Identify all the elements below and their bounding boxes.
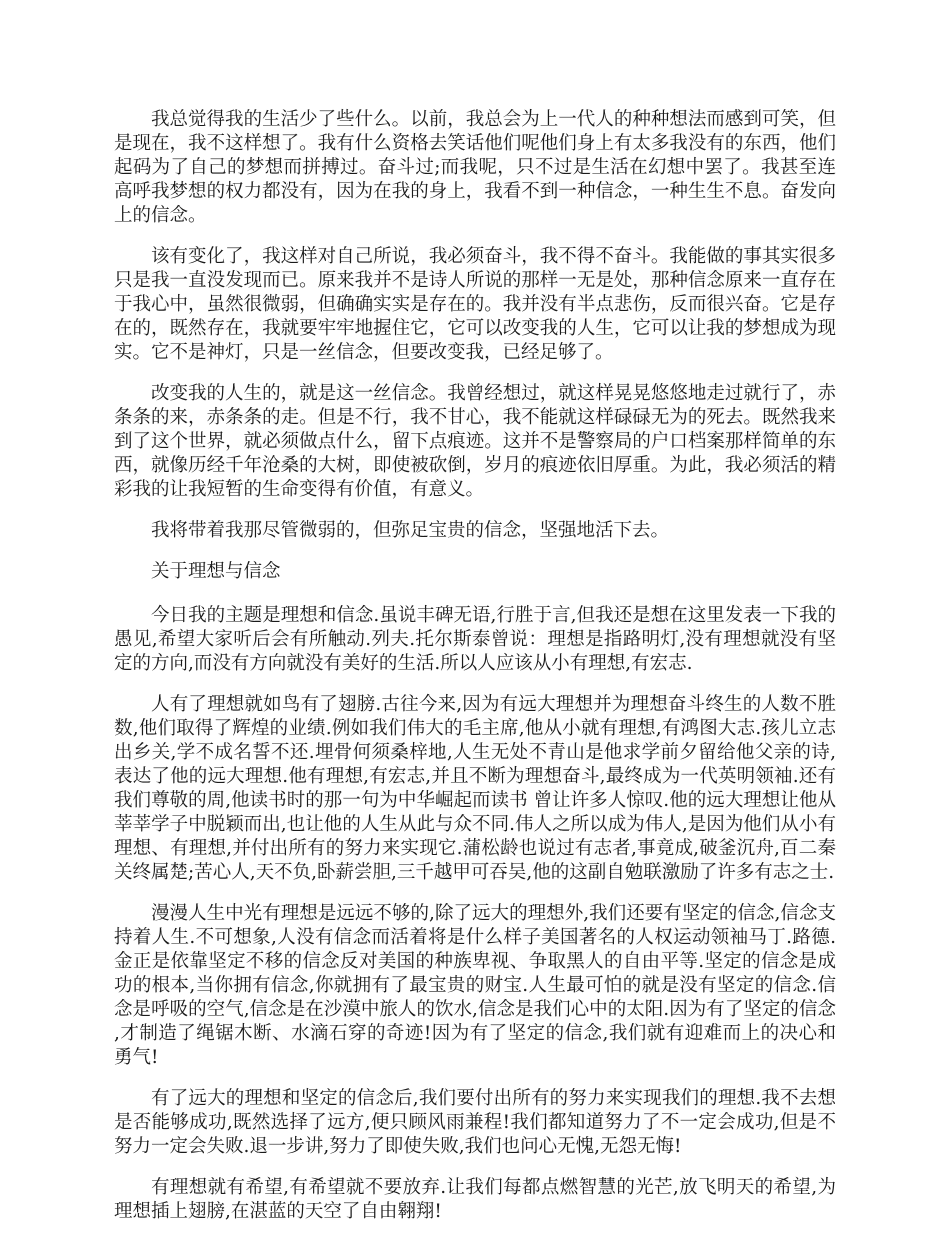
paragraph-4: 我将带着我那尽管微弱的，但弥足宝贵的信念，坚强地活下去。 xyxy=(151,520,670,541)
paragraph-2: 该有变化了，我这样对自己所说，我必须奋斗，我不得不奋斗。我能做的事其实很多只是我一直没发现而已。原来我并不是诗人所说的那样一无是处，那种信念原来一直存在于我心中，虽然很微弱，但确确实实是存在的。我并没有半点悲伤，反而很兴奋。它是存在的，既然存在，我就要牢牢地握住它，它可以改变我的人生，它可以让我的梦想成为现实。它不是神灯，只是一丝信念，但要改变我，已经足够了。 xyxy=(114,246,836,363)
paragraph-1: 我总觉得我的生活少了些什么。以前，我总会为上一代人的种种想法而感到可笑，但是现在，我不这样想了。我有什么资格去笑话他们呢他们身上有太多我没有的东西，他们起码为了自己的梦想而拼搏过。奋斗过;而我呢，只不过是生活在幻想中罢了。我甚至连高呼我梦想的权力都没有，因为在我的身上，我看不到一种信念，一种生生不息。奋发向上的信念。 xyxy=(114,109,836,226)
paragraph-5: 今日我的主题是理想和信念.虽说丰碑无语,行胜于言,但我还是想在这里发表一下我的愚见,希望大家听后会有所触动.列夫.托尔斯泰曾说：理想是指路明灯,没有理想就没有坚定的方向,而没有方向就没有美好的生活.所以人应该从小有理想,有宏志. xyxy=(114,605,836,674)
paragraph-9: 有理想就有希望,有希望就不要放弃.让我们每都点燃智慧的光芒,放飞明天的希望,为理想插上翅膀,在湛蓝的天空了自由翱翔! xyxy=(114,1177,836,1222)
section-title: 关于理想与信念 xyxy=(151,561,281,582)
paragraph-7: 漫漫人生中光有理想是远远不够的,除了远大的理想外,我们还要有坚定的信念,信念支持着人生.不可想象,人没有信念而活着将是什么样子美国著名的人权运动领袖马丁.路德.金正是依靠坚定不移的信念反对美国的种族卑视、争取黑人的自由平等.坚定的信念是成功的根本,当你拥有信念,你就拥有了最宝贵的财宝.人生最可怕的就是没有坚定的信念.信念是呼吸的空气,信念是在沙漠中旅人的饮水,信念是我们心中的太阳.因为有了坚定的信念,才制造了绳锯木断、水滴石穿的奇迹!因为有了坚定的信念,我们就有迎难而上的决心和勇气! xyxy=(114,903,836,1068)
paragraph-3: 改变我的人生的，就是这一丝信念。我曾经想过，就这样晃晃悠悠地走过就行了，赤条条的来，赤条条的走。但是不行，我不甘心，我不能就这样碌碌无为的死去。既然我来到了这个世界，就必须做点什么，留下点痕迹。这并不是警察局的户口档案那样简单的东西，就像历经千年沧桑的大树，即使被砍倒，岁月的痕迹依旧厚重。为此，我必须活的精彩我的让我短暂的生命变得有价值，有意义。 xyxy=(114,383,836,500)
paragraph-6: 人有了理想就如鸟有了翅膀.古往今来,因为有远大理想并为理想奋斗终生的人数不胜数,他们取得了辉煌的业绩.例如我们伟大的毛主席,他从小就有理想,有鸿图大志.孩儿立志出乡关,学不成名誓不还.埋骨何须桑梓地,人生无处不青山是他求学前夕留给他父亲的诗,表达了他的远大理想.他有理想,有宏志,并且不断为理想奋斗,最终成为一代英明领袖.还有我们尊敬的周,他读书时的那一句为中华崛起而读书 曾让许多人惊叹.他的远大理想让他从莘莘学子中脱颖而出,也让他的人生从此与众不同.伟人之所以成为伟人,是因为他们从小有理想、有理想,并付出所有的努力来实现它.蒲松龄也说过有志者,事竟成,破釜沉舟,百二秦关终属楚;苦心人,天不负,卧薪尝胆,三千越甲可吞吴,他的这副自勉联激励了许多有志之士. xyxy=(114,694,836,883)
paragraph-8: 有了远大的理想和坚定的信念后,我们要付出所有的努力来实现我们的理想.我不去想是否能够成功,既然选择了远方,便只顾风雨兼程!我们都知道努力了不一定会成功,但是不努力一定会失败.退一步讲,努力了即使失败,我们也问心无愧,无怨无悔! xyxy=(114,1088,836,1157)
document-body xyxy=(114,108,836,1241)
